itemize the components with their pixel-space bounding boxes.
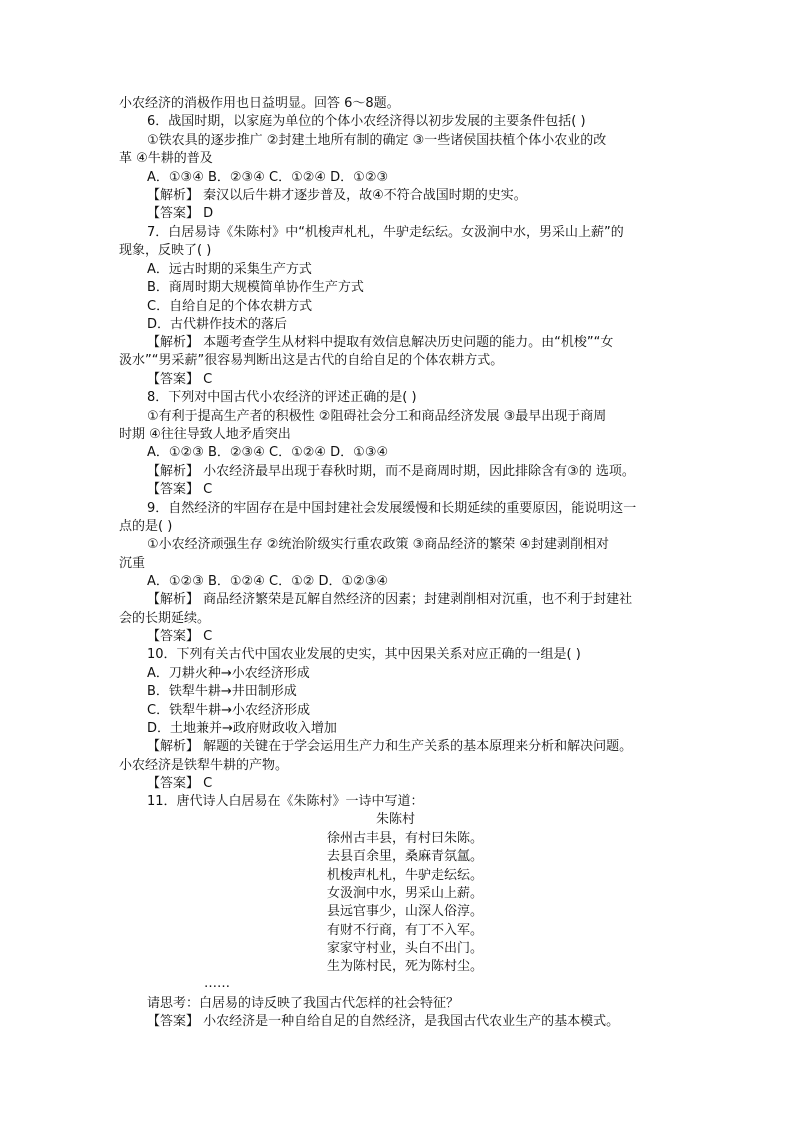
option-b: B．商周时期大规模简单协作生产方式 — [147, 280, 364, 295]
question-11: 11．唐代诗人白居易在《朱陈村》一诗中写道： — [147, 794, 424, 809]
option-c: C．自给自足的个体农耕方式 — [147, 299, 313, 314]
option-b: B．铁犁牛耕→井田制形成 — [147, 684, 297, 699]
text-line: ①有利于提高生产者的积极性 ②阻碍社会分工和商品经济发展 ③最早出现于商周 — [147, 409, 607, 424]
ellipsis: …… — [204, 976, 230, 991]
text-line: ①小农经济顽强生存 ②统治阶级实行重农政策 ③商品经济的繁荣 ④封建剥削相对 — [147, 537, 610, 552]
option-d: D．土地兼并→政府财政收入增加 — [147, 721, 337, 736]
options-line: A．①③④ B．②③④ C．①②④ D．①②③ — [147, 170, 389, 185]
answer-line: 【答案】 小农经济是一种自给自足的自然经济，是我国古代农业生产的基本模式。 — [147, 1014, 620, 1029]
poem-line: 女汲涧中水，男采山上薪。 — [327, 886, 484, 901]
text-line: 小农经济的消极作用也日益明显。回答 6～8题。 — [119, 96, 400, 111]
poem-line: 有财不行商，有丁不入军。 — [327, 923, 484, 938]
poem-title: 朱陈村 — [376, 812, 416, 827]
answer-line: 【答案】 C — [147, 482, 213, 497]
text-line: 现象，反映了( ) — [119, 243, 212, 258]
poem-line: 县远官事少，山深人俗淳。 — [327, 904, 484, 919]
text-line: 时期 ④往往导致人地矛盾突出 — [119, 427, 291, 442]
question-prompt: 请思考：白居易的诗反映了我国古代怎样的社会特征？ — [147, 996, 460, 1011]
poem-line: 去县百余里，桑麻青氛氲。 — [327, 849, 484, 864]
question-8: 8．下列对中国古代小农经济的评述正确的是( ) — [147, 390, 417, 405]
option-a: A．刀耕火种→小农经济形成 — [147, 666, 310, 681]
question-6: 6．战国时期，以家庭为单位的个体小农经济得以初步发展的主要条件包括( ) — [147, 114, 586, 129]
poem-line: 家家守村业，头白不出门。 — [327, 941, 484, 956]
analysis-line: 【解析】 小农经济最早出现于春秋时期，而不是商周时期，因此排除含有③的 选项。 — [147, 464, 635, 479]
text-line: 点的是( ) — [119, 519, 173, 534]
analysis-line: 【解析】 本题考查学生从材料中提取有效信息解决历史问题的能力。由“机梭”“女 — [147, 335, 614, 350]
option-c: C．铁犁牛耕→小农经济形成 — [147, 703, 310, 718]
text-line: 会的长期延续。 — [119, 611, 211, 626]
analysis-line: 【解析】 商品经济繁荣是瓦解自然经济的因素；封建剥削相对沉重，也不利于封建社 — [147, 592, 633, 607]
text-line: 小农经济是铁犁牛耕的产物。 — [119, 758, 289, 773]
analysis-line: 【解析】 解题的关键在于学会运用生产力和生产关系的基本原理来分析和解决问题。 — [147, 739, 633, 754]
answer-line: 【答案】 C — [147, 372, 213, 387]
answer-line: 【答案】 C — [147, 776, 213, 791]
poem-line: 机梭声札札，牛驴走纭纭。 — [327, 868, 484, 883]
question-9: 9．自然经济的牢固存在是中国封建社会发展缓慢和长期延续的重要原因，能说明这一 — [147, 501, 637, 516]
question-7: 7．白居易诗《朱陈村》中“机梭声札札，牛驴走纭纭。女汲涧中水，男采山上薪”的 — [147, 225, 624, 240]
answer-line: 【答案】 D — [147, 206, 214, 221]
analysis-line: 【解析】 秦汉以后牛耕才逐步普及，故④不符合战国时期的史实。 — [147, 188, 527, 203]
question-10: 10．下列有关古代中国农业发展的史实，其中因果关系对应正确的一组是( ) — [147, 647, 581, 662]
options-line: A．①②③ B．②③④ C．①②④ D．①③④ — [147, 445, 389, 460]
answer-line: 【答案】 C — [147, 629, 213, 644]
options-line: A．①②③ B．①②④ C．①② D．①②③④ — [147, 574, 389, 589]
option-d: D．古代耕作技术的落后 — [147, 317, 288, 332]
poem-line: 徐州古丰县，有村曰朱陈。 — [327, 831, 484, 846]
text-line: 沉重 — [119, 556, 146, 571]
text-line: 革 ④牛耕的普及 — [119, 151, 213, 166]
text-line: 汲水”“男采薪”很容易判断出这是古代的自给自足的个体农耕方式。 — [119, 353, 504, 368]
poem-line: 生为陈村民，死为陈村尘。 — [327, 959, 484, 974]
text-line: ①铁农具的逐步推广 ②封建土地所有制的确定 ③一些诸侯国扶植个体小农业的改 — [147, 133, 607, 148]
option-a: A．远古时期的采集生产方式 — [147, 262, 312, 277]
